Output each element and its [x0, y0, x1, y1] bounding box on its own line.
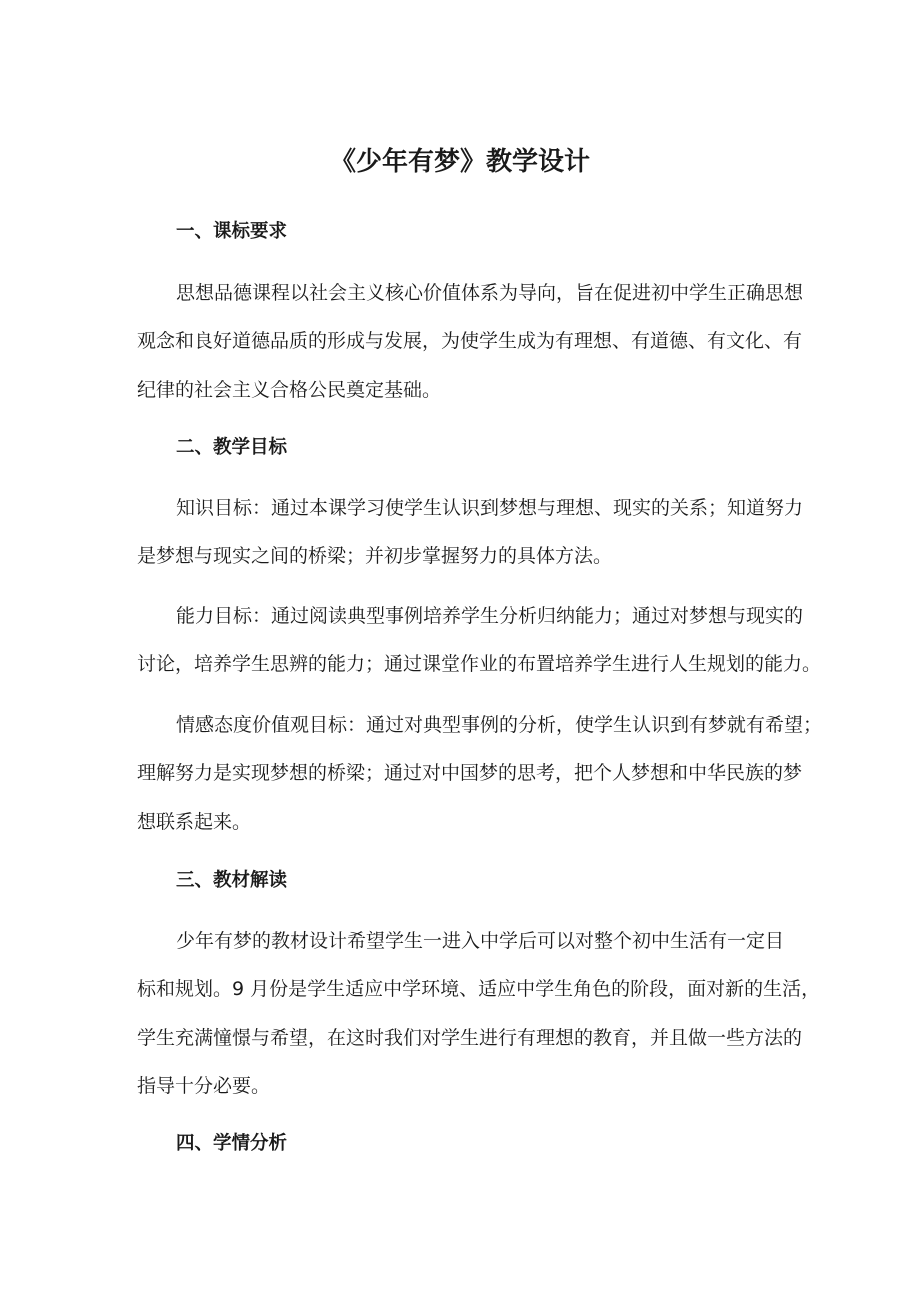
document-title: 《少年有梦》教学设计	[329, 147, 590, 177]
paragraph	[137, 701, 823, 846]
section-heading: 四、学情分析	[176, 1133, 288, 1154]
paragraph	[137, 484, 804, 581]
section-heading: 二、教学目标	[176, 437, 288, 458]
paragraph	[137, 917, 821, 1110]
text-line: 标和规划。9 月份是学生适应中学环境、适应中学生角色的阶段，面对新的生活，	[137, 978, 821, 1001]
section-heading: 三、教材解读	[176, 870, 288, 891]
text-line: 学生充满憧憬与希望，在这时我们对学生进行有理想的教育，并且做一些方法的	[137, 1026, 803, 1049]
text-line: 想联系起来。	[137, 810, 252, 833]
text-line: 少年有梦的教材设计希望学生一进入中学后可以对整个初中生活有一定目	[176, 930, 785, 952]
paragraph	[137, 269, 804, 414]
text-line: 情感态度价值观目标：通过对典型事例的分析，使学生认识到有梦就有希望；	[176, 714, 823, 736]
text-line: 讨论，培养学生思辨的能力；通过课堂作业的布置培养学生进行人生规划的能力。	[137, 653, 822, 676]
text-line: 观念和良好道德品质的形成与发展，为使学生成为有理想、有道德、有文化、有	[137, 330, 803, 353]
text-line: 思想品德课程以社会主义核心价值体系为导向，旨在促进初中学生正确思想	[176, 282, 804, 304]
text-line: 能力目标：通过阅读典型事例培养学生分析归纳能力；通过对梦想与现实的	[176, 605, 804, 627]
text-line: 理解努力是实现梦想的桥梁；通过对中国梦的思考，把个人梦想和中华民族的梦	[137, 762, 803, 785]
text-line: 是梦想与现实之间的桥梁；并初步掌握努力的具体方法。	[137, 545, 613, 568]
text-line: 纪律的社会主义合格公民奠定基础。	[137, 378, 442, 401]
paragraph	[137, 592, 822, 689]
section-heading: 一、课标要求	[176, 221, 288, 242]
text-line: 指导十分必要。	[137, 1074, 271, 1097]
text-line: 知识目标：通过本课学习使学生认识到梦想与理想、现实的关系；知道努力	[176, 497, 804, 519]
